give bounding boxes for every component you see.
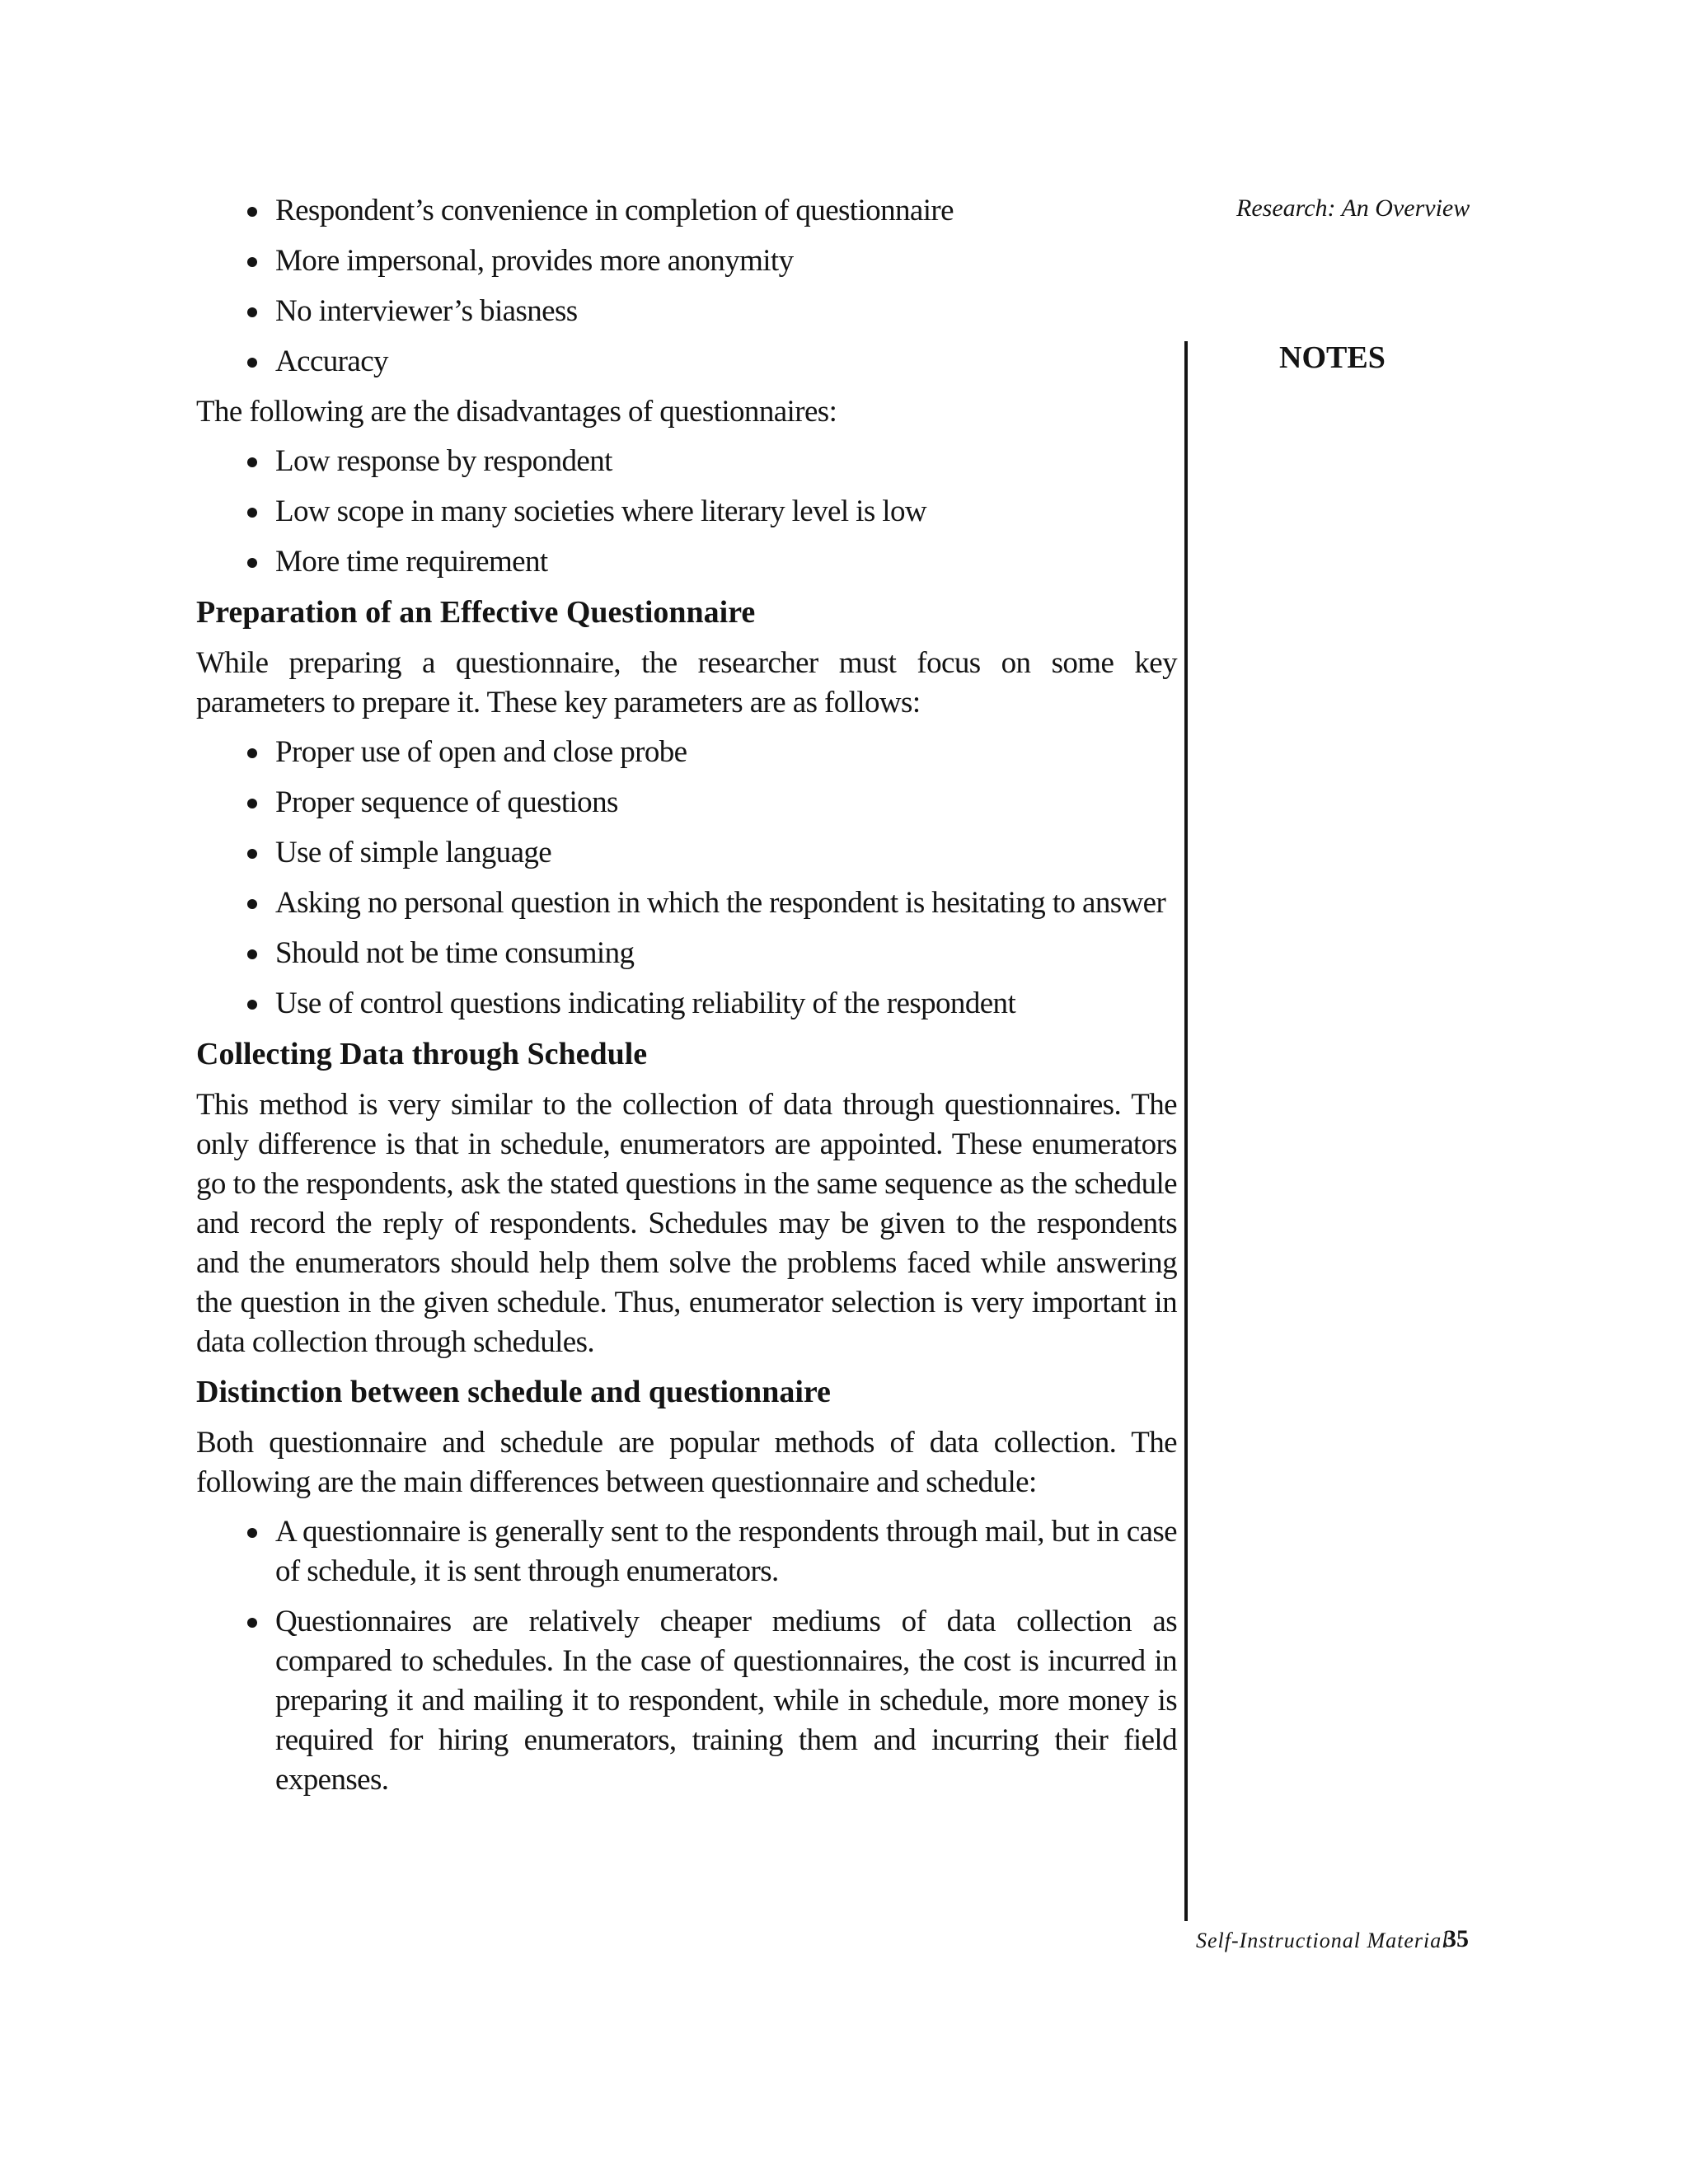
list-item: Asking no personal question in which the respondent is hesitating to answer bbox=[196, 883, 1177, 923]
list-item: Use of control questions indicating reliability of the respondent bbox=[196, 984, 1177, 1024]
running-head: Research: An Overview bbox=[1236, 194, 1470, 222]
preparation-intro: While preparing a questionnaire, the researcher must focus on some key parameters to prepare it. These key parameters are as follows: bbox=[196, 646, 1177, 719]
section-heading-preparation: Preparation of an Effective Questionnaire bbox=[196, 595, 756, 630]
list-item: Questionnaires are relatively cheaper mediums of data collection as compared to schedules. In the case of questionnaires, the cost is incurred in preparing it and mailing it to respondent, while in schedule, more money is required for hiring enumerators, training them and incurring their field expenses. bbox=[196, 1602, 1177, 1800]
bullet-icon bbox=[247, 1000, 257, 1010]
bullet-icon bbox=[247, 748, 257, 758]
bullet-icon bbox=[247, 508, 257, 518]
section-heading-schedule: Collecting Data through Schedule bbox=[196, 1037, 648, 1071]
bullet-icon bbox=[247, 1618, 257, 1628]
bullet-icon bbox=[247, 207, 257, 217]
schedule-paragraph: This method is very similar to the collection of data through questionnaires. The only difference is that in schedule, enumerators are appointed. These enumerators go to the respondents, ask the stated questions in the same sequence as the schedule and record the reply of respondents. Schedules may be given to the respondents and the enumerators should help them solve the problems faced while answering the question in the given schedule. Thus, enumerator selection is very important in data collection through schedules. bbox=[196, 1088, 1177, 1359]
list-item: Should not be time consuming bbox=[196, 934, 1177, 973]
page-number: 35 bbox=[1444, 1925, 1469, 1952]
footer-label: Self-Instructional Material bbox=[1196, 1929, 1449, 1952]
disadvantages-list bbox=[196, 442, 1177, 582]
bullet-icon bbox=[247, 358, 257, 368]
list-item: No interviewer’s biasness bbox=[196, 292, 1177, 331]
bullet-icon bbox=[247, 849, 257, 859]
list-item: Respondent’s convenience in completion of questionnaire bbox=[196, 191, 1177, 231]
bullet-icon bbox=[247, 1528, 257, 1538]
list-item: More time requirement bbox=[196, 542, 1177, 582]
bullet-icon bbox=[247, 457, 257, 467]
bullet-icon bbox=[247, 307, 257, 317]
bullet-icon bbox=[247, 949, 257, 959]
preparation-list bbox=[196, 733, 1177, 1024]
list-item: Accuracy bbox=[196, 342, 1177, 382]
list-item: A questionnaire is generally sent to the respondents through mail, but in case of schedule, it is sent through enumerators. bbox=[196, 1512, 1177, 1591]
advantages-list bbox=[196, 191, 1177, 382]
distinction-intro: Both questionnaire and schedule are popular methods of data collection. The following are the main differences between questionnaire and schedule: bbox=[196, 1426, 1177, 1499]
list-item: Low scope in many societies where literary level is low bbox=[196, 492, 1177, 532]
disadvantages-intro: The following are the disadvantages of questionnaires: bbox=[196, 395, 837, 429]
list-item: Proper sequence of questions bbox=[196, 783, 1177, 823]
body-column bbox=[196, 191, 1177, 1811]
bullet-icon bbox=[247, 558, 257, 568]
section-heading-distinction: Distinction between schedule and questionnaire bbox=[196, 1375, 831, 1409]
list-item: More impersonal, provides more anonymity bbox=[196, 241, 1177, 281]
notes-label: NOTES bbox=[1279, 340, 1386, 375]
bullet-icon bbox=[247, 799, 257, 808]
bullet-icon bbox=[247, 257, 257, 267]
distinction-list bbox=[196, 1512, 1177, 1800]
list-item: Low response by respondent bbox=[196, 442, 1177, 481]
margin-divider bbox=[1184, 341, 1188, 1921]
list-item: Proper use of open and close probe bbox=[196, 733, 1177, 772]
bullet-icon bbox=[247, 899, 257, 909]
list-item: Use of simple language bbox=[196, 833, 1177, 873]
